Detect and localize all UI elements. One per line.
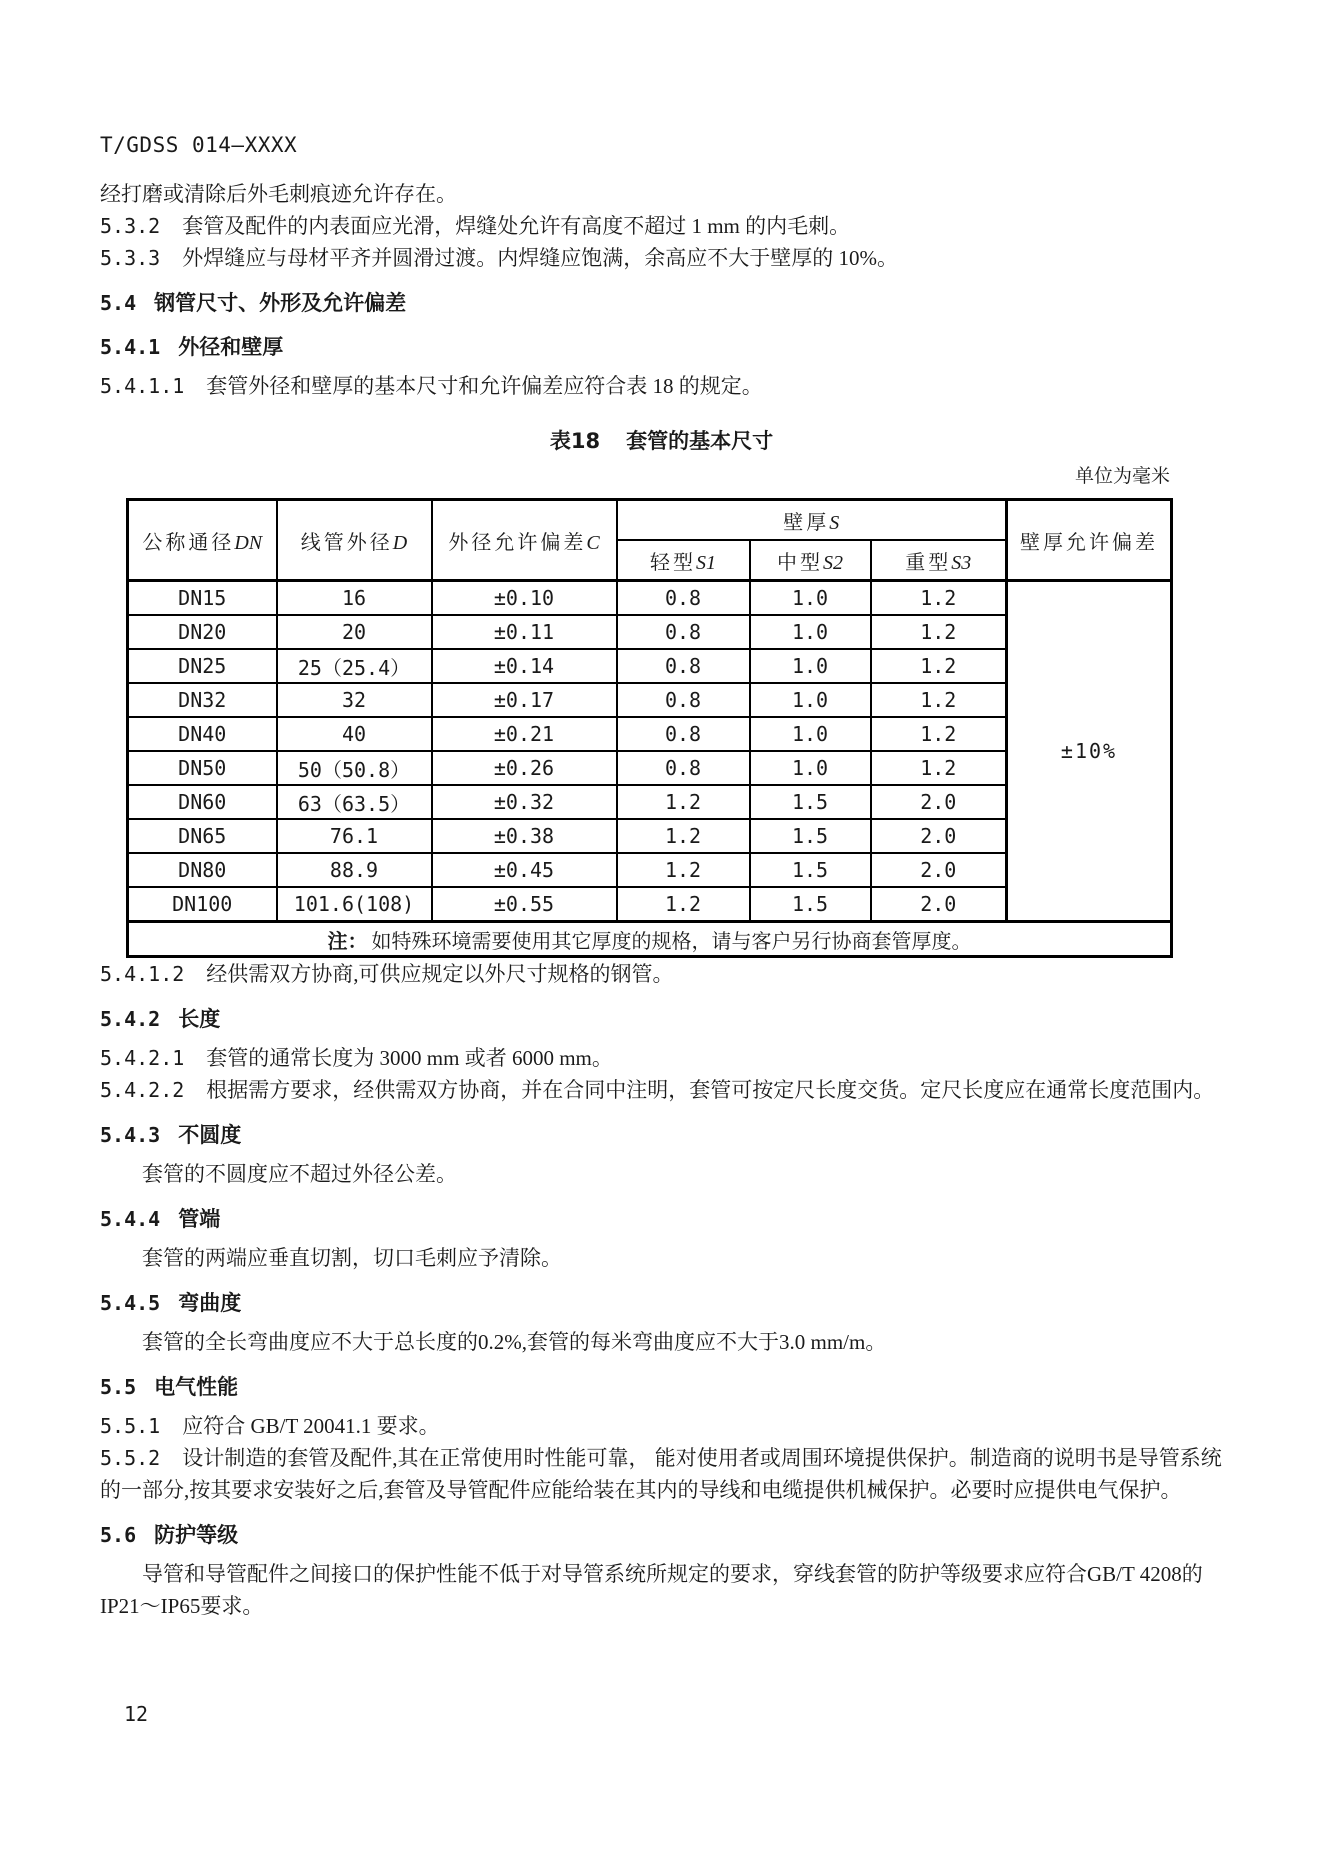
wall-tolerance-cell: ±10% [1007, 581, 1172, 922]
clause-number: 5.5.2 [100, 1446, 161, 1470]
table-header-row-1 [128, 500, 1172, 541]
document-code: T/GDSS 014—XXXX [100, 133, 298, 157]
heading-5-5 [100, 1372, 1223, 1402]
heading-text: 管端 [178, 1207, 221, 1231]
paragraph-5-4-5: 套管的全长弯曲度应不大于总长度的0.2%,套管的每米弯曲度应不大于3.0 mm/m。 [142, 1330, 887, 1354]
clause-text: 经供需双方协商,可供应规定以外尺寸规格的钢管。 [206, 962, 674, 986]
clause-text: 套管及配件的内表面应光滑，焊缝处允许有高度不超过 1 mm 的内毛刺。 [182, 214, 851, 238]
table-row: DN60 63（63.5） ±0.32 1.2 1.5 2.0 [128, 785, 1172, 819]
heading-number: 5.5 [100, 1375, 137, 1399]
table-title [100, 426, 1223, 456]
table-row: DN20 20 ±0.11 0.8 1.0 1.2 [128, 615, 1172, 649]
table-row: DN80 88.9 ±0.45 1.2 1.5 2.0 [128, 853, 1172, 887]
table-row: DN40 40 ±0.21 0.8 1.0 1.2 [128, 717, 1172, 751]
clause-5-3-3 [100, 242, 1223, 274]
paragraph-intro: 经打磨或清除后外毛刺痕迹允许存在。 [100, 182, 457, 206]
table-row: DN65 76.1 ±0.38 1.2 1.5 2.0 [128, 819, 1172, 853]
clause-5-3-2 [100, 210, 1223, 242]
clause-text: 根据需方要求，经供需双方协商，并在合同中注明，套管可按定尺长度交货。定尺长度应在通常长度范围内。 [206, 1078, 1215, 1102]
table-18-basic-dimensions [126, 498, 1173, 958]
table-row: DN25 25（25.4） ±0.14 0.8 1.0 1.2 [128, 649, 1172, 683]
clause-5-4-2-1 [100, 1042, 1223, 1074]
heading-5-4-2 [100, 1004, 1223, 1034]
heading-5-4 [100, 288, 1223, 318]
clause-5-4-1-1 [100, 370, 1223, 402]
column-header-light-s1: 轻型S1 [617, 540, 750, 581]
clause-5-4-1-2 [100, 958, 1223, 990]
heading-text: 长度 [178, 1007, 221, 1031]
table-note [128, 922, 1172, 957]
heading-5-6 [100, 1520, 1223, 1550]
heading-number: 5.4.3 [100, 1123, 161, 1147]
heading-number: 5.4.2 [100, 1007, 161, 1031]
heading-number: 5.4 [100, 291, 137, 315]
clause-text: 外焊缝应与母材平齐并圆滑过渡。内焊缝应饱满，余高应不大于壁厚的 10%。 [182, 246, 898, 270]
heading-text: 不圆度 [178, 1123, 242, 1147]
heading-text: 钢管尺寸、外形及允许偏差 [154, 291, 407, 315]
heading-text: 防护等级 [154, 1523, 239, 1547]
column-header-dn: 公称通径DN [128, 500, 277, 581]
page-number: 12 [124, 1702, 149, 1726]
table-caption: 套管的基本尺寸 [626, 429, 774, 453]
table-number: 表18 [549, 429, 601, 453]
note-text: 如特殊环境需要使用其它厚度的规格，请与客户另行协商套管厚度。 [371, 928, 972, 953]
column-header-heavy-s3: 重型S3 [871, 540, 1007, 581]
clause-number: 5.5.1 [100, 1414, 161, 1438]
table-unit-note: 单位为毫米 [1074, 466, 1170, 487]
heading-text: 电气性能 [154, 1375, 239, 1399]
heading-number: 5.4.5 [100, 1291, 161, 1315]
paragraph-5-6: 导管和导管配件之间接口的保护性能不低于对导管系统所规定的要求，穿线套管的防护等级要求应符合GB/T 4208的IP21～IP65要求。 [100, 1562, 1203, 1618]
clause-number: 5.4.2.1 [100, 1046, 185, 1070]
table-note-row [128, 922, 1172, 957]
note-prefix: 注： [327, 928, 368, 953]
clause-text: 应符合 GB/T 20041.1 要求。 [182, 1414, 440, 1438]
table-row: DN15 16 ±0.10 0.8 1.0 1.2 ±10% [128, 581, 1172, 616]
paragraph-5-4-4: 套管的两端应垂直切割，切口毛刺应予清除。 [142, 1246, 562, 1270]
heading-5-4-1 [100, 332, 1223, 362]
clause-5-5-1 [100, 1410, 1223, 1442]
clause-number: 5.3.3 [100, 246, 161, 270]
column-header-medium-s2: 中型S2 [750, 540, 871, 581]
paragraph-5-4-3: 套管的不圆度应不超过外径公差。 [142, 1162, 457, 1186]
heading-5-4-4 [100, 1204, 1223, 1234]
column-group-wall-thickness: 壁厚S [617, 500, 1007, 541]
clause-text: 套管外径和壁厚的基本尺寸和允许偏差应符合表 18 的规定。 [206, 374, 763, 398]
heading-number: 5.6 [100, 1523, 137, 1547]
table-row: DN100 101.6(108) ±0.55 1.2 1.5 2.0 [128, 887, 1172, 922]
column-header-diameter-tolerance: 外径允许偏差C [432, 500, 617, 581]
clause-number: 5.4.1.2 [100, 962, 185, 986]
column-header-outer-diameter: 线管外径D [277, 500, 432, 581]
clause-5-4-2-2 [100, 1074, 1223, 1106]
column-header-wall-tolerance: 壁厚允许偏差 [1007, 500, 1172, 581]
heading-number: 5.4.1 [100, 335, 161, 359]
table-row: DN32 32 ±0.17 0.8 1.0 1.2 [128, 683, 1172, 717]
heading-text: 外径和壁厚 [178, 335, 284, 359]
clause-number: 5.4.2.2 [100, 1078, 185, 1102]
clause-number: 5.4.1.1 [100, 374, 185, 398]
heading-number: 5.4.4 [100, 1207, 161, 1231]
table-row: DN50 50（50.8） ±0.26 0.8 1.0 1.2 [128, 751, 1172, 785]
heading-5-4-5 [100, 1288, 1223, 1318]
clause-5-5-2 [100, 1442, 1223, 1506]
heading-5-4-3 [100, 1120, 1223, 1150]
heading-text: 弯曲度 [178, 1291, 242, 1315]
clause-number: 5.3.2 [100, 214, 161, 238]
clause-text: 套管的通常长度为 3000 mm 或者 6000 mm。 [206, 1046, 613, 1070]
clause-text: 设计制造的套管及配件,其在正常使用时性能可靠， 能对使用者或周围环境提供保护。制造商的说明书是导管系统的一部分,按其要求安装好之后,套管及导管配件应能给装在其内的导线和电缆提供机械保护。必要时应提供电气保护。 [100, 1446, 1222, 1502]
